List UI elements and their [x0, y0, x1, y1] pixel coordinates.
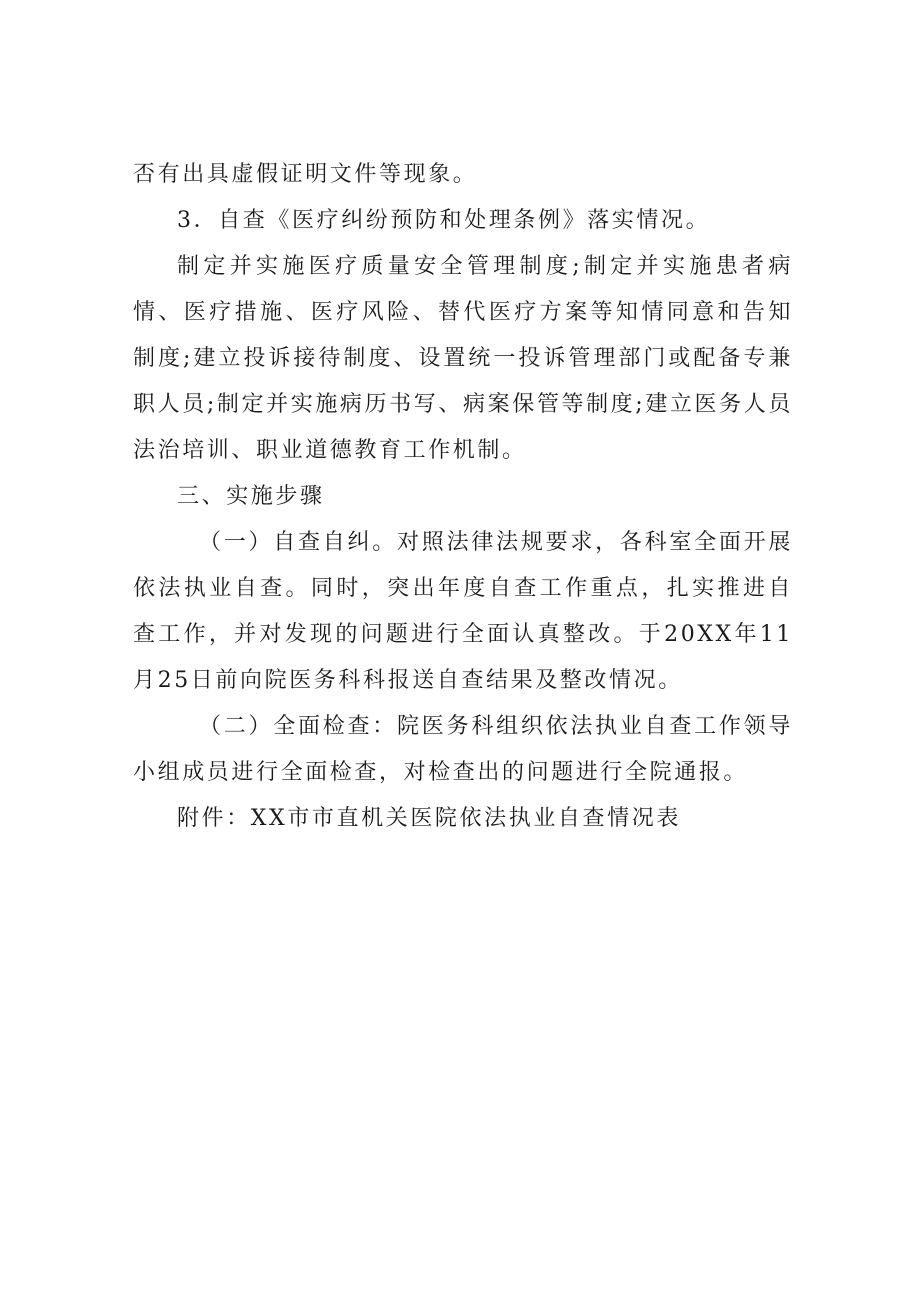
paragraph-item-3-heading: 3．自查《医疗纠纷预防和处理条例》落实情况。 — [177, 208, 711, 233]
paragraph-attachment: 附件：XX市市直机关医院依法执业自查情况表 — [177, 806, 681, 831]
document-body — [133, 152, 793, 842]
paragraph-step-2: （二）全面检查：院医务科组织依法执业自查工作领导小组成员进行全面检查，对检查出的问题进行全院通报。 — [133, 714, 793, 785]
section-heading-implementation-steps: 三、实施步骤 — [177, 484, 325, 509]
paragraph-item-3-body: 制定并实施医疗质量安全管理制度;制定并实施患者病情、医疗措施、医疗风险、替代医疗方案等知情同意和告知制度;建立投诉接待制度、设置统一投诉管理部门或配备专兼职人员;制定并实施病历书写、病案保管等制度;建立医务人员法治培训、职业道德教育工作机制。 — [133, 254, 793, 463]
paragraph-step-1: （一）自查自纠。对照法律法规要求，各科室全面开展依法执业自查。同时，突出年度自查工作重点，扎实推进自查工作，并对发现的问题进行全面认真整改。于20XX年11月25日前向院医务科科报送自查结果及整改情况。 — [133, 530, 793, 693]
paragraph-continuation: 否有出具虚假证明文件等现象。 — [133, 162, 478, 187]
